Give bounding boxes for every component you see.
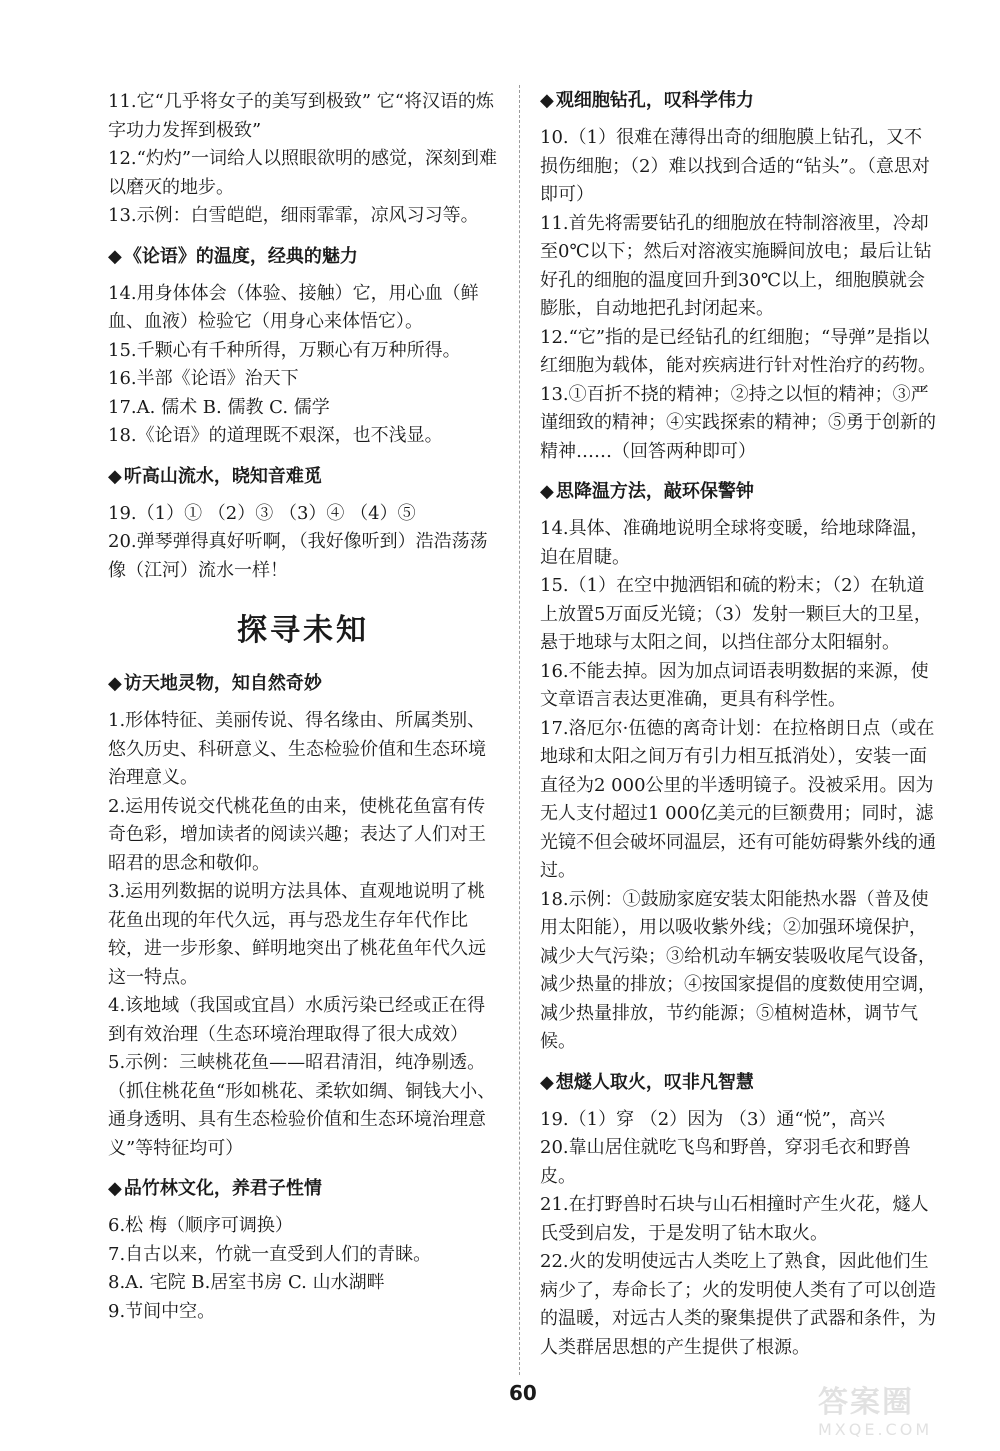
answer-item: 3.运用列数据的说明方法具体、直观地说明了桃花鱼出现的年代久远，再与恐龙生存年代作比较，进一步形象、鲜明地突出了桃花鱼年代久远这一特点。 [108,881,486,988]
diamond-bullet-icon: ◆ [108,245,122,267]
answer-item: 13.示例：白雪皑皑，细雨霏霏，凉风习习等。 [108,205,479,226]
section-heading-text: 访天地灵物，知自然奇妙 [123,673,322,694]
answer-item: 11.它“几乎将女子的美写到极致” 它“将汉语的炼字功力发挥到极致” [108,91,494,141]
right-column [540,88,940,1362]
answer-item: 2.运用传说交代桃花鱼的由来，使桃花鱼富有传奇色彩，增加读者的阅读兴趣；表达了人们对王昭君的思念和敬仰。 [108,795,486,874]
answer-item: 5.示例：三峡桃花鱼——昭君清泪，纯净剔透。（抓住桃花鱼“形如桃花、柔软如绸、铜钱大小、通身透明、具有生态检验价值和生态环境治理意义”等特征均可） [108,1052,496,1159]
answer-item: 7.自古以来，竹就一直受到人们的青睐。 [108,1243,432,1265]
answer-item: 10.（1）很难在薄得出奇的细胞膜上钻孔，又不损伤细胞；（2）难以找到合适的“钻头”。（意思对即可） [540,127,930,205]
answer-item: 13.①百折不挠的精神；②持之以恒的精神；③严谨细致的精神；④实践探索的精神；⑤勇于创新的精神……（回答两种即可） [540,383,936,462]
answer-item: 6.松 梅（顺序可调换） [108,1215,293,1236]
answer-item: 12.“它”指的是已经钻孔的红细胞；“导弹”是指以红细胞为载体，能对疾病进行针对性治疗的药物。 [540,326,936,376]
page-number: 60 [509,1381,537,1405]
answer-item: 17.洛厄尔·伍德的离奇计划：在拉格朗日点（或在地球和太阳之间万有引力相互抵消处），安装一面直径为2 000公里的半透明镜子。没被采用。因为无人支付超过1 000亿美元的巨额费用；同时，滤光镜不但会破坏同温层，还有可能妨碍紫外线的通过。 [540,717,936,881]
answer-item: 12.“灼灼”一词给人以照眼欲明的感觉，深刻到难以磨灭的地步。 [108,148,498,198]
section-heading-text: 听高山流水，晓知音难觅 [123,465,322,487]
section-heading-text: 《论语》的温度，经典的魅力 [123,245,358,267]
watermark-logo [818,1386,983,1444]
section-heading-text: 想燧人取火，叹非凡智慧 [555,1071,754,1093]
answer-item: 16.半部《论语》治天下 [108,368,299,389]
diamond-bullet-icon: ◆ [540,90,554,111]
answer-item: 16.不能去掉。因为加点词语表明数据的来源，使文章语言表达更准确，更具有科学性。 [540,660,929,710]
section-heading-text: 观细胞钻孔，叹科学伟力 [555,90,754,111]
section-heading [108,464,498,490]
answer-item: 11.首先将需要钻孔的细胞放在特制溶液里，冷却至0℃以下；然后对溶液实施瞬间放电；最后让钻好孔的细胞的温度回升到30℃以上，细胞膜就会膨胀，自动地把孔封闭起来。 [540,212,932,319]
answer-item: 8.A. 宅院 B.居室书房 C. 山水湖畔 [108,1272,385,1293]
answer-item: 19.（1）穿 （2）因为 （3）通“悦”，高兴 [540,1108,885,1130]
diamond-bullet-icon: ◆ [108,1178,122,1199]
answer-item: 22.火的发明使远古人类吃上了熟食，因此他们生病少了，寿命长了；火的发明使人类有了可以创造的温暖，对远古人类的聚集提供了武器和条件，为人类群居思想的产生提供了根源。 [540,1251,936,1358]
diamond-bullet-icon: ◆ [108,465,122,487]
answer-item: 15.（1）在空中抛洒铝和硫的粉末；（2）在轨道上放置5万面反光镜；（3）发射一颗巨大的卫星，悬于地球与太阳之间，以挡住部分太阳辐射。 [540,575,932,653]
section-heading-text: 品竹林文化，养君子性情 [123,1178,322,1199]
watermark-url: MXQE.COM [818,1420,933,1439]
answer-item: 15.千颗心有千种所得，万颗心有万种所得。 [108,339,461,361]
chapter-title: 探寻未知 [237,613,369,648]
left-column [108,88,498,1326]
section-heading [540,88,940,114]
answer-item: 20.靠山居住就吃飞鸟和野兽，穿羽毛衣和野兽皮。 [540,1137,911,1187]
answer-item: 1.形体特征、美丽传说、得名缘由、所属类别、悠久历史、科研意义、生态检验价值和生态环境治理意义。 [108,710,486,788]
answer-item: 14.用身体体会（体验、接触）它，用心血（鲜血、血液）检验它（用身心来体悟它）。 [108,282,479,332]
diamond-bullet-icon: ◆ [108,673,122,694]
answer-item: 19.（1）① （2）③ （3）④ （4）⑤ [108,502,416,524]
answer-item: 14.具体、准确地说明全球将变暖，给地球降温，迫在眉睫。 [540,518,929,568]
column-divider [519,85,520,1375]
section-heading [540,479,940,505]
answer-item: 9.节间中空。 [108,1300,216,1322]
section-heading [108,671,498,697]
diamond-bullet-icon: ◆ [540,481,554,502]
answer-item: 21.在打野兽时石块与山石相撞时产生火花，燧人氏受到启发，于是发明了钻木取火。 [540,1194,929,1244]
section-heading [108,244,498,270]
answer-item: 18.《论语》的道理既不艰深，也不浅显。 [108,425,443,446]
answer-item: 17.A. 儒术 B. 儒教 C. 儒学 [108,396,330,418]
section-heading [540,1070,940,1096]
section-heading [108,1176,498,1202]
watermark-title: 答案圈 [818,1385,914,1420]
diamond-bullet-icon: ◆ [540,1071,554,1093]
answer-item: 4.该地域（我国或宜昌）水质污染已经或正在得到有效治理（生态环境治理取得了很大成效） [108,995,486,1045]
section-heading-text: 思降温方法，敲环保警钟 [555,481,754,502]
answer-item: 20.弹琴弹得真好听啊，（我好像听到）浩浩荡荡像（江河）流水一样！ [108,531,488,581]
answer-item: 18.示例：①鼓励家庭安装太阳能热水器（普及使用太阳能），用以吸收紫外线；②加强环境保护，减少大气污染；③给机动车辆安装吸收尾气设备，减少热量的排放；④按国家提倡的度数使用空调，减少热量排放，节约能源；⑤植树造林，调节气候。 [540,888,936,1052]
